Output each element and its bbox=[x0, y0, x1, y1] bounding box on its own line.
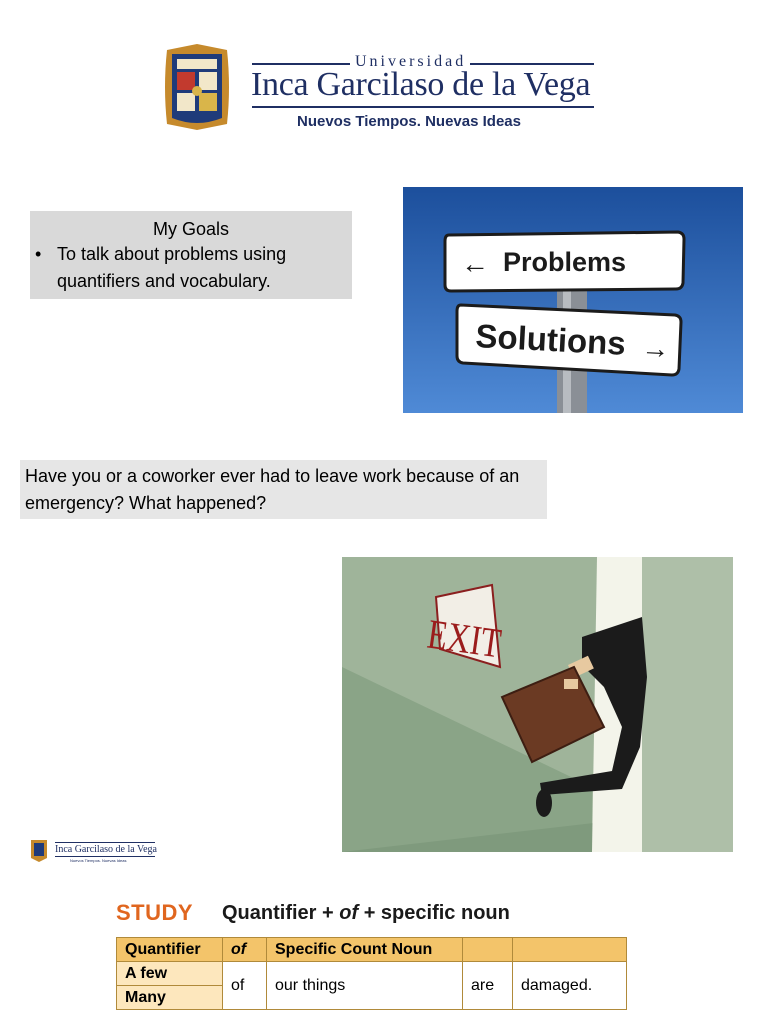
header-specific-noun: Specific Count Noun bbox=[267, 938, 463, 962]
header-empty-1 bbox=[463, 938, 513, 962]
cell-complement: damaged. bbox=[513, 962, 627, 1010]
university-crest-logo bbox=[163, 44, 231, 130]
problems-solutions-image bbox=[403, 187, 743, 413]
goals-box bbox=[30, 211, 352, 299]
table-header-row bbox=[117, 938, 627, 962]
discussion-question: Have you or a coworker ever had to leave work because of an emergency? What happened? bbox=[20, 460, 547, 519]
cell-verb: are bbox=[463, 962, 513, 1010]
svg-text:←: ← bbox=[461, 248, 489, 279]
exit-sign-text: EXIT bbox=[424, 611, 504, 668]
logo-rule-right bbox=[470, 63, 594, 65]
svg-text:→: → bbox=[640, 332, 671, 365]
logo-tagline: Nuevos Tiempos. Nuevas Ideas bbox=[297, 113, 521, 130]
goals-title: My Goals bbox=[152, 219, 230, 239]
goals-item-text: To talk about problems using quantifiers and vocabulary. bbox=[57, 244, 287, 291]
cell-of: of bbox=[223, 962, 267, 1010]
quantifier-many: Many bbox=[117, 986, 223, 1010]
study-table bbox=[116, 937, 627, 1010]
header-quantifier: Quantifier bbox=[117, 938, 223, 962]
small-crest-logo bbox=[30, 838, 48, 862]
bullet-icon: • bbox=[35, 244, 42, 264]
goals-list bbox=[30, 241, 352, 295]
sign-solutions-text: Solutions bbox=[474, 317, 627, 362]
goals-item bbox=[30, 241, 352, 295]
cell-noun: our things bbox=[267, 962, 463, 1010]
small-logo-tagline: Nuevos Tiempos. Nuevas Ideas bbox=[70, 858, 127, 863]
logo-university-name: Inca Garcilaso de la Vega bbox=[251, 66, 591, 103]
header-of: of bbox=[223, 938, 267, 962]
header-empty-2 bbox=[513, 938, 627, 962]
exit-illustration bbox=[342, 557, 733, 852]
study-title: Quantifier + of + specific noun bbox=[222, 902, 510, 924]
logo-rule-bottom bbox=[252, 106, 594, 108]
small-logo-name: Inca Garcilaso de la Vega bbox=[55, 844, 157, 855]
quantifier-a-few: A few bbox=[117, 962, 223, 986]
study-label: STUDY bbox=[116, 900, 194, 925]
sign-problems-text: Problems bbox=[503, 247, 627, 277]
small-logo-rule-top bbox=[55, 842, 155, 843]
logo-rule-left bbox=[252, 63, 350, 65]
small-logo-rule-bottom bbox=[55, 856, 155, 857]
logo-university-label: Universidad bbox=[355, 53, 467, 70]
table-row bbox=[117, 962, 627, 986]
